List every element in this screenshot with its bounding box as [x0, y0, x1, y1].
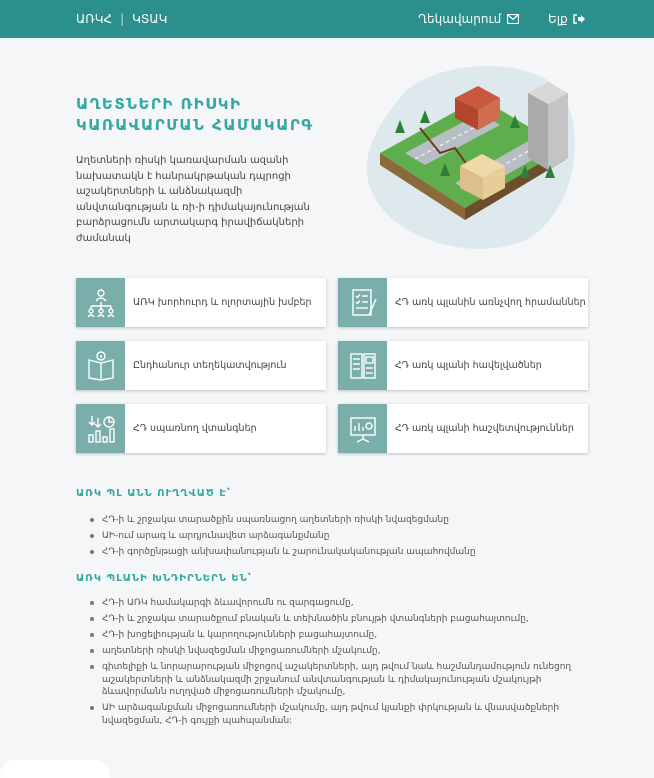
card-icon-box: [76, 404, 125, 453]
card-label: ՀԴ առկ պլանի հաշվետվություններ: [395, 423, 574, 434]
card-label: ՀԴ սպառնող վտանգներ: [133, 423, 257, 434]
hazard-chart-icon: [85, 413, 117, 445]
list-item: ՀԴ-ի ԱՌԿ համակարգի ձևավորումն ու զարգացումը,: [90, 597, 580, 610]
card-label: ԱՌԿ խորհուրդ և ոլորտային խմբեր: [133, 297, 312, 308]
card-plan-reports[interactable]: [338, 404, 588, 453]
list-item: գիտելիքի և նորարարության միջոցով աշակերտների, այդ թվում նաև հաշմանդամություն ունեցող աշակերտների և անձնակազմի շրջանում անվտանգության և դիմակայունության մշակույթի ձևավորմանն ուղղված միջոցառումների մշակումը,: [90, 661, 580, 699]
card-icon-box: [76, 341, 125, 390]
section-title-tasks: ԱՌԿ ՊԼԱՆԻ ԽՆԴԻՐՆԵՐՆ ԵՆ՝: [76, 573, 252, 584]
logout-link[interactable]: [548, 12, 585, 26]
tasks-list: [90, 597, 580, 731]
card-icon-box: [338, 404, 387, 453]
card-label: ՀԴ առկ պլանի հավելվածներ: [395, 360, 542, 371]
list-item: ՀԴ-ի և շրջակա տարածքում բնական և տեխնածին բնույթի վտանգների բացահայտումը,: [90, 613, 580, 626]
sign-out-icon: [573, 14, 585, 24]
login-link[interactable]: [418, 12, 519, 26]
envelope-icon: [507, 14, 519, 24]
card-plan-appendices[interactable]: [338, 341, 588, 390]
report-board-icon: [347, 413, 379, 445]
org-chart-icon: [85, 287, 117, 319]
list-item: ԱԻ արձագանքման միջոցառումների մշակումը, այդ թվում կյանքի փրկության և վնասվածքների նվազեցման, ՀԴ-ի գույքի պահպանման:: [90, 702, 580, 727]
list-item: ՀԴ-ի գործընթացի անխափանության և շարունակականության ապահովմանը: [90, 546, 580, 559]
brand-sub-link[interactable]: ԿՏԱԿ: [132, 12, 168, 26]
decorative-blob: [0, 760, 110, 778]
top-nav-bar: [0, 0, 654, 38]
card-label: Ընդհանուր տեղեկատվություն: [133, 360, 287, 371]
card-icon-box: [338, 341, 387, 390]
card-hazards[interactable]: [76, 404, 326, 453]
card-general-info[interactable]: [76, 341, 326, 390]
card-plan-orders[interactable]: [338, 278, 588, 327]
card-council-groups[interactable]: [76, 278, 326, 327]
list-item: աղետների ռիսկի նվազեցման միջոցառումների մշակումը,: [90, 645, 580, 658]
card-icon-box: [338, 278, 387, 327]
goals-list: [90, 514, 580, 562]
page-title: ԱՂԵՏՆԵՐԻ ՌԻՍԿԻ ԿԱՌԱՎԱՐՄԱՆ ՀԱՄԱԿԱՐԳ: [76, 95, 314, 134]
checklist-doc-icon: [347, 287, 379, 319]
section-title-goals: ԱՌԿ ՊԼ ԱՆՆ ՈՒՂՂՎԱԾ Է՝: [76, 488, 231, 499]
info-book-icon: [85, 350, 117, 382]
logout-label: Ելք: [548, 12, 568, 26]
card-label: ՀԴ առկ պլանին առնչվող հրամաններ: [395, 297, 586, 308]
brand: [76, 12, 167, 26]
login-label: Ղեկավարում: [418, 12, 502, 26]
brand-separator: |: [120, 12, 125, 26]
hero-description: Աղետների ռիսկի կառավարման ազանի նախատակն է հանրակրթական դպրոցի աշակերտների և անձնակազմի անվտանգության և ռի-ի դիմակայունության բարձրացումն արտակարգ իրավիճակների ժամանակ: [76, 155, 310, 244]
list-item: ԱԻ-ում արագ և արդյունավետ արձագանքմանը: [90, 530, 580, 543]
list-item: ՀԴ-ի և շրջակա տարածքին սպառնացող աղետների ռիսկի նվազեցմանը: [90, 514, 580, 527]
blueprint-icon: [347, 350, 379, 382]
card-icon-box: [76, 278, 125, 327]
list-item: ՀԴ-ի խոցելիության և կարողությունների բացահայտումը,: [90, 629, 580, 642]
isometric-city-illustration: [360, 58, 580, 250]
brand-link[interactable]: ԱՌԿՀ: [76, 12, 113, 26]
